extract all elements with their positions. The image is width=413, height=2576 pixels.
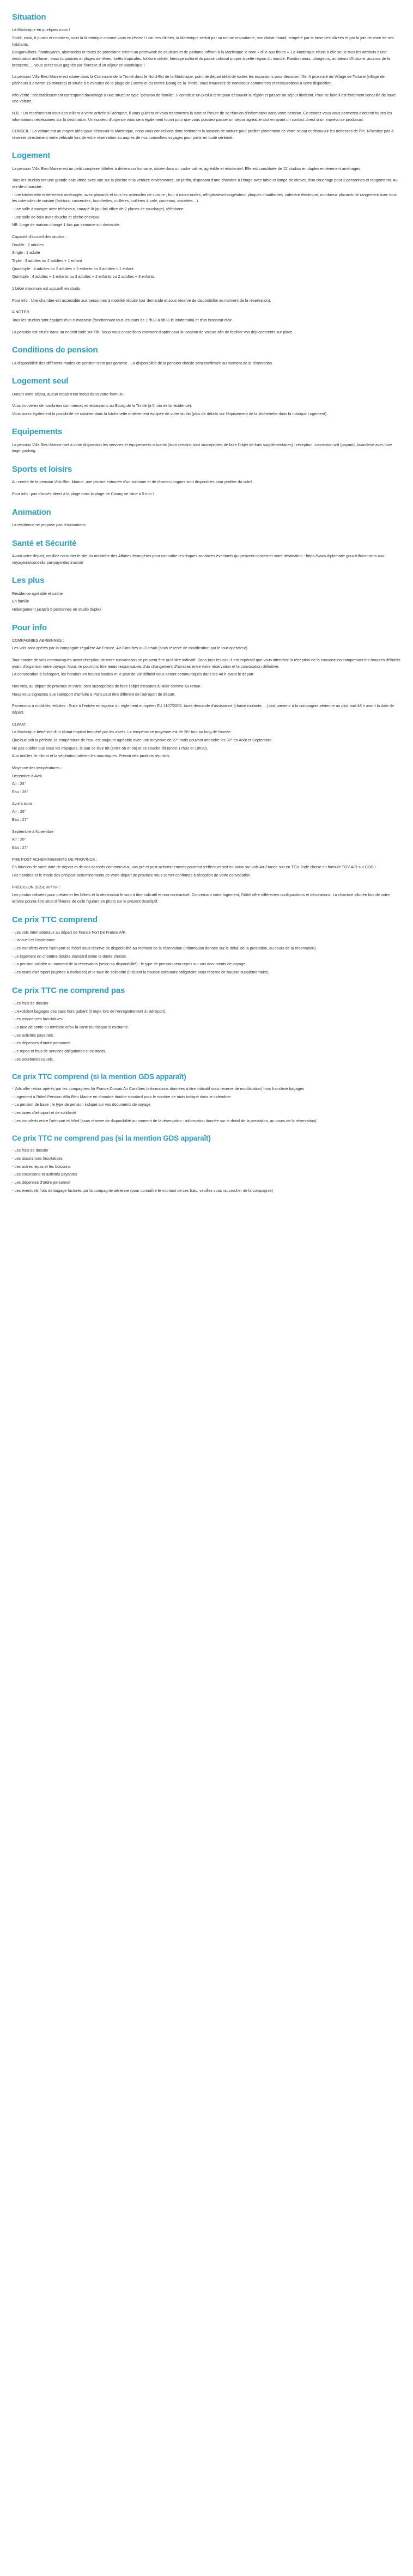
paragraph: - Les excursions et activités payantes	[12, 1172, 77, 1177]
section-heading-sports-loisirs: Sports et loisirs	[12, 465, 72, 474]
paragraph: - Les vols internationaux au départ de France Fort De France A/R.	[12, 929, 127, 935]
paragraph: 1 bébé maximum est accueilli en studio.	[12, 285, 82, 291]
paragraph: - Les taxes d'aéroport et de solidarité	[12, 1110, 77, 1116]
paragraph: La pension Villa Bleu Marine est située dans la Commune de la Trinité dans le Nord-Est de la Martinique, point de départ idéal de toutes les excursions pour découvrir l'île. A proximité du Village de Tartane (village de pêcheurs à environ 15 minutes) et située à 5 minutes de la plage de Cosmy et du centre Bourg de la Trinité, vous trouverez de nombreux commerces et restaurations à votre disposition.	[12, 74, 386, 86]
section-body-les-plus	[12, 590, 401, 613]
paragraph: - Les pourboires usuels.	[12, 1056, 54, 1062]
content-container	[12, 11, 401, 1193]
spacer	[12, 124, 401, 128]
section-body-ce-prix-comprend	[12, 929, 401, 976]
section-body-animation	[12, 522, 401, 528]
paragraph: - Le logement en chambre double standard selon la durée choisie.	[12, 953, 127, 959]
paragraph: - Les transferts entre l'aéroport et l'hôtel sous réserve de disponibilité au moment de la réservation (information donnée sur le détail de la prestation, au cours de la réservation).	[12, 946, 317, 951]
paragraph: Tout horaire de vols communiqués avant réception de votre convocation ne peuvent être qu'à titre indicatif. Dans tous les cas, il est impératif que vous attendiez la réception de la convocation comprenant les horaires définitifs avant d'organiser votre voyage. Nous ne pourrons être tenus responsables d'un changement d'horaires entre votre réservation et la convocation définitive.	[12, 657, 402, 669]
paragraph: Bouganvilliers, flamboyants, alamandas et roses de porcelaine créent un patchwork de couleurs et de parfums, offrant à la Martinique le nom « d'île aux fleurs ». La Martinique réunit à elle seule tous les attributs d'une destination antillaise : eaux turquoises et plages de rêves, forêts tropicales, folklore créole, héritage culturel du passé colonial propre à cette région du monde. Randonneurs, plongeurs, amateurs d'histoire, accrocs de la bronzette,… vous serez tous gagnés par l'ivresse d'un séjour en Martinique !	[12, 50, 392, 68]
section-body-sports-loisirs	[12, 479, 401, 497]
paragraph: Quadruple : 4 adultes ou 2 adultes + 2 enfants ou 3 adultes + 1 enfant	[12, 266, 133, 271]
spacer	[12, 825, 401, 829]
section-heading-ce-prix-ne-comprend-pas: Ce prix TTC ne comprend pas	[12, 985, 125, 995]
section-heading-sante-securite: Santé et Sécurité	[12, 538, 77, 548]
paragraph: - Les dépenses d'ordre personnel.	[12, 1040, 71, 1046]
section-heading-les-plus: Les plus	[12, 576, 45, 586]
paragraph: Hébergement jusqu'à 5 personnes en studio duplex	[12, 606, 101, 612]
section-heading-equipements: Equipements	[12, 427, 62, 437]
paragraph: - Les dépenses d'ordre personnel	[12, 1179, 70, 1185]
paragraph: - une salle à manger avec téléviseur, canapé-lit (qui fait office de 2 places de couchage), téléphone.	[12, 206, 185, 212]
paragraph: Les horaires et le mode des pré/post acheminements de votre départ de province vous seront confirmés à réception de votre convocation.	[12, 872, 252, 878]
section-body-ce-prix-ne-comprend-pas	[12, 1000, 401, 1062]
paragraph: - L'excédent bagages des sacs hors gabarit (il règle lors de l'enregistrement à l'aéroport).	[12, 1008, 166, 1014]
paragraph: - La pension validée au moment de la réservation (selon sa disponibilité) : le type de pension sera repris sur vos documents de voyage.	[12, 961, 247, 967]
spacer	[12, 880, 401, 884]
paragraph: A NOTER	[12, 309, 29, 315]
section-body-logement-seul	[12, 391, 401, 417]
paragraph: Tous les studios sont équipés d'un climatiseur (fonctionnant tous les jours de 17h30 à 9h30 le lendemain) et d'un brasseur d'air.	[12, 317, 233, 322]
spacer	[12, 399, 401, 403]
spacer	[12, 70, 401, 74]
paragraph: Eau : 27°	[12, 817, 28, 822]
section-heading-animation: Animation	[12, 507, 51, 517]
paragraph: COMPAGNIES AERIENNES :	[12, 637, 64, 643]
spacer	[12, 230, 401, 234]
paragraph: N.B. : Un représentant vous accueillera à votre arrivée à l'aéroport, il vous guidera et vous transmettra la date et l'heure de se réunion d'information dans votre pension. Ce rendez-vous vous permettra d'obtenir toutes les informations nécessaires sur la destination. Un numéro d'urgence vous sera également fourni pour que vous puissiez passer un séjour agréable tout en ayant un contact direct si un imprévu se produisait.	[12, 110, 393, 122]
paragraph: Avant votre départ, veuillez consulter le site du ministère des Affaires étrangères pour connaître les risques sanitaires éventuels qui peuvent concerner votre destination : https://www.diplomatie.gouv.fr/fr/conseils-aux-voyageurs/conseils-par-pays-destination/	[12, 553, 386, 565]
paragraph: PRE POST ACHEMINEMENTS DE PROVINCE :	[12, 856, 98, 862]
spacer	[12, 282, 401, 285]
paragraph: Vous trouverez de nombreux commerces et restaurants au Bourg de la Trinité (à 5 min de la résidence).	[12, 403, 192, 409]
spacer	[12, 653, 401, 657]
section-heading-pour-info: Pour info	[12, 623, 47, 632]
paragraph: La pension Villa Bleu Marine est un petit complexe hôtelier à dimension humaine, située dans un cadre calme, agréable et résidentiel. Elle est constituée de 12 studios en duplex entièrement aménagés.	[12, 166, 362, 171]
paragraph: Pour info : pas d'accès direct à la plage mais la plage de Cosmy se situe à 5 min !	[12, 491, 154, 497]
spacer	[12, 679, 401, 683]
spacer	[12, 761, 401, 765]
paragraph: La convocation à l'aéroport, les horaires en heures locales et le plan de vol définitif vous seront communiqués dans les 48 h avant le départ.	[12, 672, 254, 677]
section-body-conditions-pension	[12, 360, 401, 367]
spacer	[12, 852, 401, 856]
paragraph: Avril à Août	[12, 801, 32, 806]
paragraph: Air : 26°	[12, 837, 26, 842]
paragraph: CLIMAT:	[12, 721, 27, 727]
section-body-pour-info	[12, 637, 401, 905]
paragraph: - Les éventuels frais de bagage facturés par la compagnie aérienne (pour connaître le montant de ces frais, veuillez vous rapprocher de la compagnie)	[12, 1187, 274, 1193]
paragraph: Vous aurez également la possibilité de cuisiner dans la kitchenette entièrement équipée de votre studio (plus de détails sur l'équipement de la kitchenette dans la rubrique Logement).	[12, 411, 328, 416]
paragraph: Moyenne des températures :	[12, 765, 62, 770]
section-heading-logement: Logement	[12, 151, 51, 161]
paragraph: Les vols sont opérés par la compagnie régulière Air France, Air Caraïbes ou Corsair (sous réserve de modification par le tour opérateur).	[12, 645, 248, 651]
paragraph: Décembre à Avril	[12, 773, 42, 778]
spacer	[12, 797, 401, 801]
spacer	[12, 106, 401, 110]
paragraph: Double : 2 adultes	[12, 242, 44, 247]
paragraph: Nos vols, au départ de province et Paris, sont susceptibles de faire l'objet d'escales à l'aller comme au retour.	[12, 684, 202, 689]
paragraph: NB: Linge de maison changé 1 fois par semaine sur demande.	[12, 222, 120, 228]
spacer	[12, 699, 401, 703]
document-body	[0, 0, 413, 1211]
paragraph: - Les taxes d'aéroport (sujettes à évolution) et le taxe de solidarité (incluant la hausse carburant obligatoire sous réserve de hausse supplémentaire).	[12, 970, 270, 975]
spacer	[12, 173, 401, 177]
paragraph: La pension Villa Bleu Marine met à votre disposition les services et équipements suivants (dont certains sont susceptibles de faire l'objet de frais supplémentaires) : réception, connexion wifi (payant), buanderie avec lave linge, parking.	[12, 442, 393, 454]
paragraph: - Logement à l'hôtel Pension Villa Bleu Marine en chambre double standard pour le nombre de nuits indiqué dans le calendrier	[12, 1094, 231, 1099]
paragraph: La pension est située dans un endroit isolé sur l'île. Nous vous conseillons vivement d'opter pour la location de voiture afin de faciliter vos déplacements sur place.	[12, 329, 294, 334]
paragraph: - une kitchenette entièrement aménagée, avec placards et tous les ustensiles de cuisine ; four à micro-ondes, réfrigérateur/congélateur, plaques chauffantes, cafetière électrique, nombreux placards de rangement avec tous les ustensiles de cuisine (fait-tout, casseroles, fourchettes, cuillères, cuillères à café, couteaux, assiettes…)	[12, 192, 398, 204]
paragraph: Eau : 26°	[12, 789, 28, 794]
spacer	[12, 88, 401, 92]
paragraph: Capacité d'accueil des studios :	[12, 234, 67, 240]
paragraph: PRÉCISION DESCRIPTIF :	[12, 884, 60, 890]
paragraph: Pour info : Une chambre est accessible aux personnes à mobilité réduite (sur demande et sous réserve de disponibilité au moment de la réservation).	[12, 297, 271, 303]
paragraph: La Martinique bénéficie d'un climat tropical tempéré par les alizés. La température moyenne est de 26° tout au long de l'année.	[12, 729, 232, 735]
paragraph: Aux Antilles, le climat et la végétation attirent les moustiques. Prévoir des produits répulsifs.	[12, 753, 171, 759]
section-heading-ce-prix-comprend: Ce prix TTC comprend	[12, 915, 98, 924]
paragraph: - L'accueil et l'assistance.	[12, 937, 57, 943]
spacer	[12, 487, 401, 491]
spacer	[12, 305, 401, 309]
spacer	[12, 294, 401, 297]
section-body-ce-prix-ne-comprend-pas-gds	[12, 1147, 401, 1193]
paragraph: - Les frais de dossier	[12, 1001, 48, 1006]
section-heading-situation: Situation	[12, 13, 46, 22]
paragraph: Eau : 27°	[12, 844, 28, 850]
paragraph: - Le repas et frais de services obligatoires si existants.	[12, 1048, 106, 1053]
paragraph: Septembre à Novembre	[12, 829, 54, 834]
section-heading-ce-prix-ne-comprend-pas-gds: Ce prix TTC ne comprend pas (si la mention GDS apparaît)	[12, 1134, 211, 1143]
paragraph: Les photos utilisées pour présenter les hôtels et la destination le sont à titre indicatif et non-contractuel. Concernant votre logement, l'hôtel offre différentes configurations et décorations. La chambre allouée lors de votre arrivée pourra être ainsi différente de celle figurant en photo sur le présent descriptif.	[12, 892, 391, 904]
section-body-situation	[12, 27, 401, 141]
paragraph: Durant votre séjour, aucun repas n'est inclus dans votre formule.	[12, 391, 124, 397]
paragraph: - Les activités payantes.	[12, 1032, 54, 1038]
section-body-ce-prix-comprend-gds	[12, 1086, 401, 1124]
paragraph: - Les autres repas et les boissons	[12, 1164, 71, 1169]
paragraph: En fonction de votre date de départ et de nos accords commerciaux, vos pré et post-acheminements pourront s'effectuer soit en avion sur vols Air France soit en TGV 2nde classe en formule TGV AIR sur CDG !	[12, 864, 376, 870]
paragraph: En famille	[12, 599, 29, 604]
paragraph: Soleil, zouk, ti punch et cocotiers, voici la Martinique comme vous en rêviez ! Loin des clichés, la Martinique séduit par sa nature envoutante, son climat chaud, tempéré par la brise des alizées et par la joie de vivre de ses habitants.	[12, 35, 395, 47]
paragraph: - Les assurances facultatives	[12, 1155, 63, 1161]
paragraph: CONSEIL : La voiture est un moyen idéal pour découvrir la Martinique, nous vous conseillons donc fortement la location de voiture pour profiter pleinement de votre séjour et découvrir les richesses de l'île. N'hésitez pas à réserver directement votre véhicule lors de votre réservation au auprès de nos conseillers voyages pour partir en toute sérénité.	[12, 129, 395, 140]
paragraph: Air : 26°	[12, 809, 26, 814]
paragraph: Air : 24°	[12, 781, 26, 787]
section-heading-logement-seul: Logement seul	[12, 376, 69, 386]
section-heading-ce-prix-comprend-gds: Ce prix TTC comprend (si la mention GDS apparaît)	[12, 1073, 186, 1081]
paragraph: Au centre de la pension Villa Bleu Marine, une piscine entourée d'un solarium et de chaises longues sont disponibles pour profiter du soleil.	[12, 479, 253, 485]
section-heading-conditions-pension: Conditions de pension	[12, 345, 98, 355]
paragraph: Triple : 3 adultes ou 2 adultes + 1 enfant	[12, 258, 82, 263]
paragraph: Nous vous signalons que l'aéroport d'arrivée à Paris peut être différent de l'aéroport de départ.	[12, 691, 176, 697]
paragraph: - La taxe de sortie du territoire et/ou la carte touristique si existante.	[12, 1025, 129, 1030]
paragraph: - Vols aller retour opérés par les compagnies Air France,Corsair,Air Caraïbes (informations données à titre indicatif sous réserve de modification) hors franchise bagages	[12, 1086, 305, 1092]
paragraph: Tous les studios ont une grande baie vitrée avec vue sur la piscine et la verdure environnante, un jardin, disposant d'une chambre à l'étage avec table et lampe de chevet, d'un couchage pour 3 personnes et rangements. Au rez-de-chaussée :	[12, 178, 399, 190]
section-body-sante-securite	[12, 553, 401, 565]
paragraph: Là Martinique en quelques mots !	[12, 27, 70, 33]
paragraph: - Les transferts entre l'aéroport et hôtel (sous réserve de disponibilité au moment de la réservation - information donnée sur le détail de la prestation, au cours de la réservation)	[12, 1118, 317, 1123]
paragraph: Parvenons à mobilités réduites : Suite à l'entrée en vigueur du règlement européen EU 1107/2006, toute demande d'assistance (chaise roulante, ...) doit parvenir à la compagnie aérienne au plus tard 48 h avant la date de départ.	[12, 703, 396, 715]
paragraph: - Les assurances facultatives.	[12, 1016, 64, 1022]
paragraph: Ne pas oublier que sous les tropiques, le jour se lève tôt (entre 5h et 6h) et se couche tôt (entre 17h30 et 18h30).	[12, 745, 208, 751]
paragraph: La disponibilité des différents modes de pension n'est pas garantie . La disponibilité de la pension choisie sera confirmée au moment de la réservation	[12, 360, 272, 366]
paragraph: - Les frais de dossier	[12, 1148, 48, 1153]
paragraph: - La pension de base : le type de pension indiqué sur vos documents de voyage	[12, 1102, 151, 1107]
paragraph: Single : 1 adulte	[12, 250, 40, 255]
paragraph: Info vérité : cet établissement correspond davantage à une structure type "pension de famille". Il constitue un pied à terre pour découvrir la région et passer un séjour itinérant. Pour se faire il est fortement conseillé de louer une voiture.	[12, 92, 397, 104]
paragraph: Résidence agréable et calme	[12, 590, 63, 596]
spacer	[12, 325, 401, 329]
section-body-equipements	[12, 442, 401, 454]
section-body-logement	[12, 166, 401, 335]
paragraph: - une salle de bain avec douche et sèche-cheveux.	[12, 214, 100, 220]
paragraph: La résidence ne propose pas d'animations.	[12, 522, 87, 527]
spacer	[12, 717, 401, 721]
paragraph: Quelque soit la période, la température de l'eau est toujours agréable avec une moyenne de 27° mais pouvant atteindre les 30° en Août et Septembre.	[12, 738, 273, 743]
paragraph: Quintuple : 4 adultes + 1 enfants ou 3 adultes + 2 enfants ou 2 adultes + 3 enfants	[12, 274, 155, 279]
